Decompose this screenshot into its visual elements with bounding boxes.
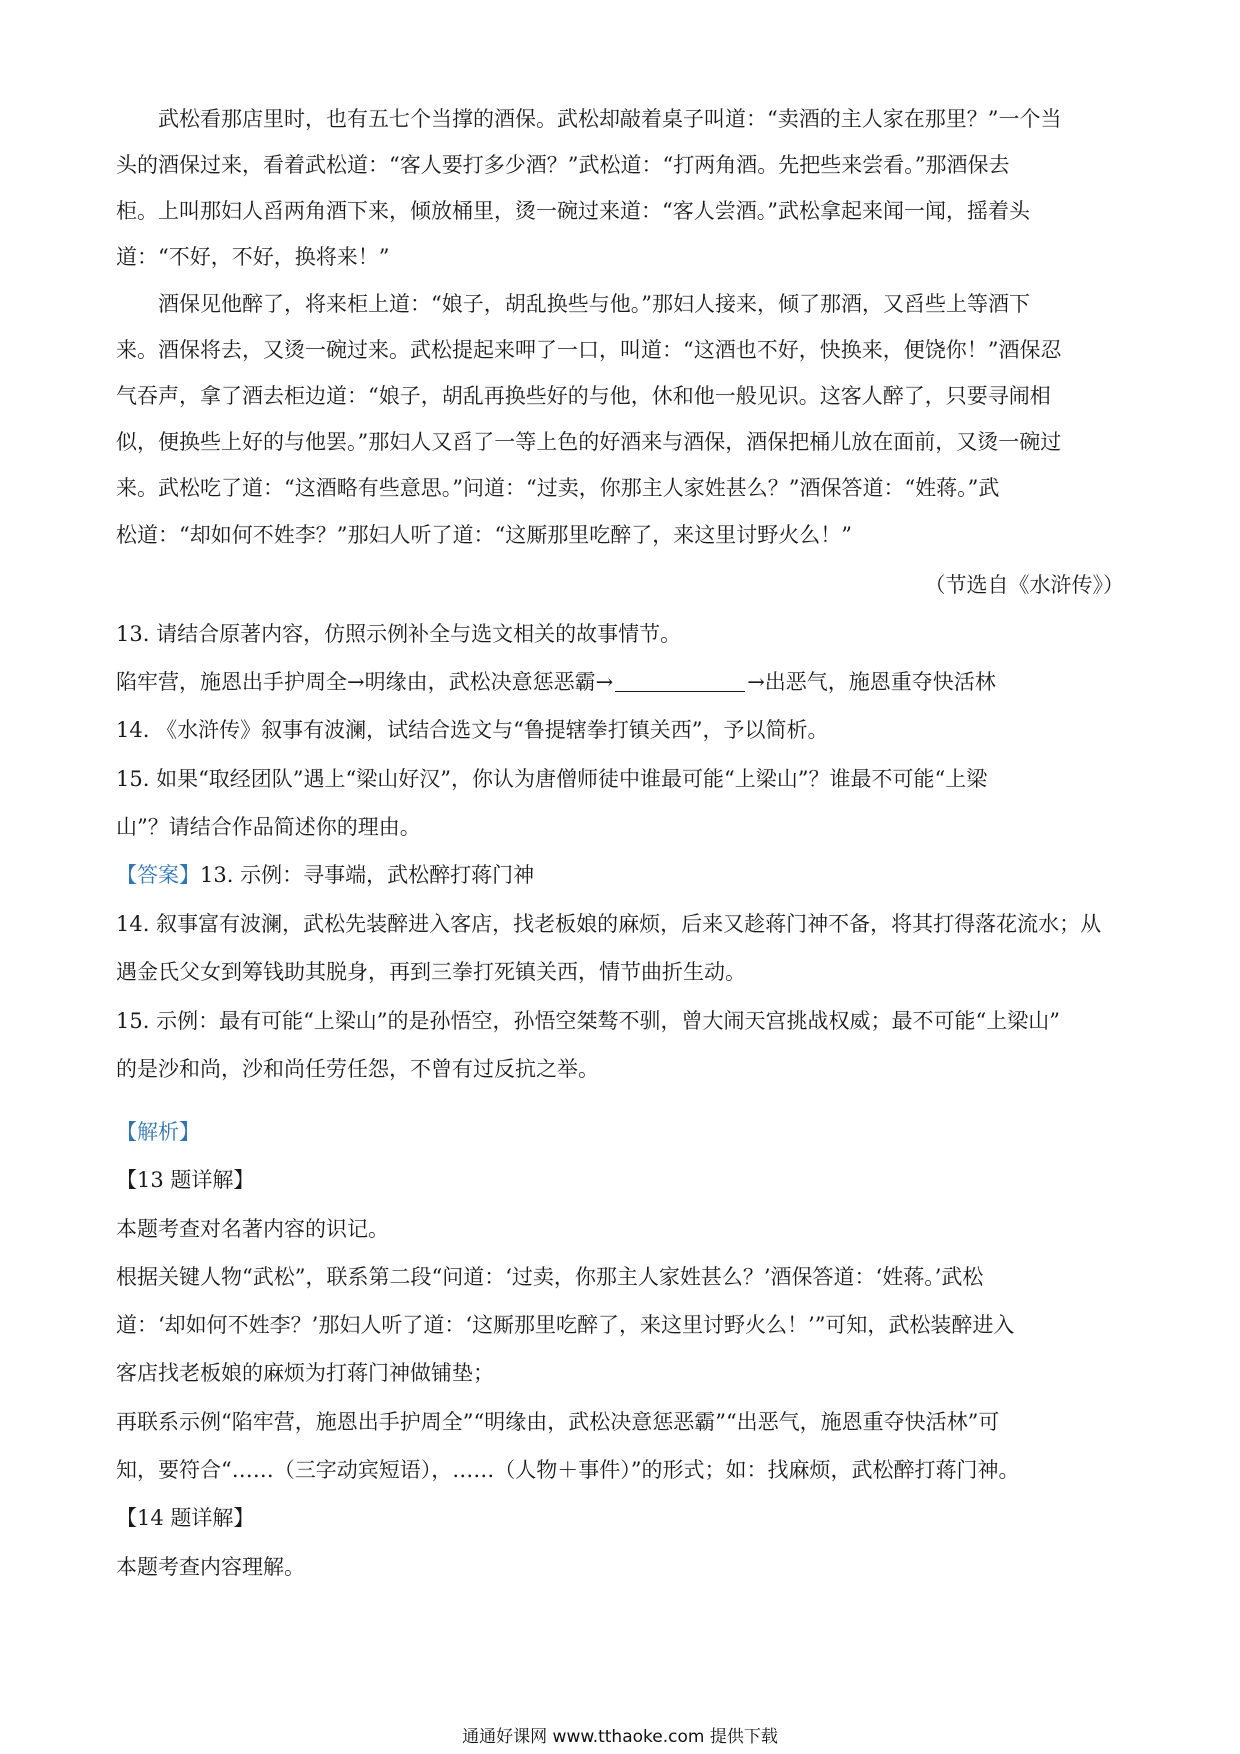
analysis-paragraph: 再联系示例“陷牢营，施恩出手护周全”“明缘由，武松决意惩恶霸”“出恶气，施恩重夺快活林”可 xyxy=(116,1410,1000,1434)
answer-13 xyxy=(116,860,1124,890)
analysis-paragraph: 客店找老板娘的麻烦为打蒋门神做铺垫； xyxy=(116,1361,494,1385)
example-before: 陷牢营，施恩出手护周全→明缘由，武松决意惩恶霸→ xyxy=(116,670,614,694)
analysis-paragraph: 道：‘却如何不姓李？’那妇人听了道：‘这厮那里吃醉了，来这里讨野火么！’”可知，武松装醉进入 xyxy=(116,1313,1015,1337)
detail-heading-14: 【14 题详解】 xyxy=(116,1506,255,1530)
answer-14-cont: 遇金氏父女到筹钱助其脱身，再到三拳打死镇关西，情节曲折生动。 xyxy=(116,960,746,984)
answer-13-text: 13. 示例：寻事端，武松醉打蒋门神 xyxy=(200,863,535,887)
analysis-paragraph: 知，要符合“……（三字动宾短语），……（人物＋事件）”的形式；如：找麻烦，武松醉打蒋门神。 xyxy=(116,1458,1020,1482)
passage-line: 柜。上叫那妇人舀两角酒下来，倾放桶里，烫一碗过来道：“客人尝酒。”武松拿起来闻一闻，摇着头 xyxy=(116,199,1030,223)
passage-line: 来。酒保将去，又烫一碗过来。武松提起来呷了一口，叫道：“这酒也不好，快换来，便饶你！”酒保忍 xyxy=(116,338,1062,362)
passage-line: 头的酒保过来，看着武松道：“客人要打多少酒？”武松道：“打两角酒。先把些来尝看。”那酒保去 xyxy=(116,153,1010,177)
answer-15-cont: 的是沙和尚，沙和尚任劳任怨，不曾有过反抗之举。 xyxy=(116,1057,599,1081)
question-15: 15. 如果“取经团队”遇上“梁山好汉”，你认为唐僧师徒中谁最可能“上梁山”？谁最不可能“上梁 xyxy=(116,767,988,791)
footer-watermark: 通通好课网 www.tthaoke.com 提供下载 xyxy=(462,1727,778,1747)
passage-line: 似，便换些上好的与他罢。”那妇人又舀了一等上色的好酒来与酒保，酒保把桶儿放在面前，又烫一碗过 xyxy=(116,430,1062,454)
passage-line: 酒保见他醉了，将来柜上道：“娘子，胡乱换些与他。”那妇人接来，倾了那酒，又舀些上等酒下 xyxy=(158,292,1030,316)
analysis-paragraph: 本题考查内容理解。 xyxy=(116,1555,305,1579)
question-14: 14. 《水浒传》叙事有波澜，试结合选文与“鲁提辖拳打镇关西”，予以简析。 xyxy=(116,718,829,742)
answer-15: 15. 示例：最有可能“上梁山”的是孙悟空，孙悟空桀骜不驯，曾大闹天宫挑战权威；最不可能“上梁山” xyxy=(116,1009,1061,1033)
passage-source: （节选自《水浒传》） xyxy=(924,573,1124,597)
answer-tag: 【答案】 xyxy=(116,863,200,887)
answer-blank xyxy=(615,669,745,692)
question-13: 13. 请结合原著内容，仿照示例补全与选文相关的故事情节。 xyxy=(116,622,682,646)
passage-line: 道：“不好，不好，换将来！” xyxy=(116,245,390,269)
passage-line: 来。武松吃了道：“这酒略有些意思。”问道：“过卖，你那主人家姓甚么？”酒保答道：“姓蒋。”武 xyxy=(116,476,1000,500)
analysis-tag: 【解析】 xyxy=(116,1120,200,1144)
passage-line: 武松看那店里时，也有五七个当撑的酒保。武松却敲着桌子叫道：“卖酒的主人家在那里？”一个当 xyxy=(158,107,1062,131)
question-15-cont: 山”？请结合作品简述你的理由。 xyxy=(116,815,421,839)
question-13-example xyxy=(116,667,1124,697)
example-after: →出恶气，施恩重夺快活林 xyxy=(747,670,996,694)
analysis-paragraph: 本题考查对名著内容的识记。 xyxy=(116,1217,389,1241)
passage-line: 气吞声，拿了酒去柜边道：“娘子，胡乱再换些好的与他，休和他一般见识。这客人醉了，只要寻闹相 xyxy=(116,384,1051,408)
analysis-paragraph: 根据关键人物“武松”，联系第二段“问道：‘过卖，你那主人家姓甚么？’酒保答道：‘姓蒋。’武松 xyxy=(116,1265,984,1289)
passage-line: 松道：“却如何不姓李？”那妇人听了道：“这厮那里吃醉了，来这里讨野火么！” xyxy=(116,523,852,547)
detail-heading-13: 【13 题详解】 xyxy=(116,1168,255,1192)
answer-14: 14. 叙事富有波澜，武松先装醉进入客店，找老板娘的麻烦，后来又趁蒋门神不备，将其打得落花流水；从 xyxy=(116,912,1102,936)
